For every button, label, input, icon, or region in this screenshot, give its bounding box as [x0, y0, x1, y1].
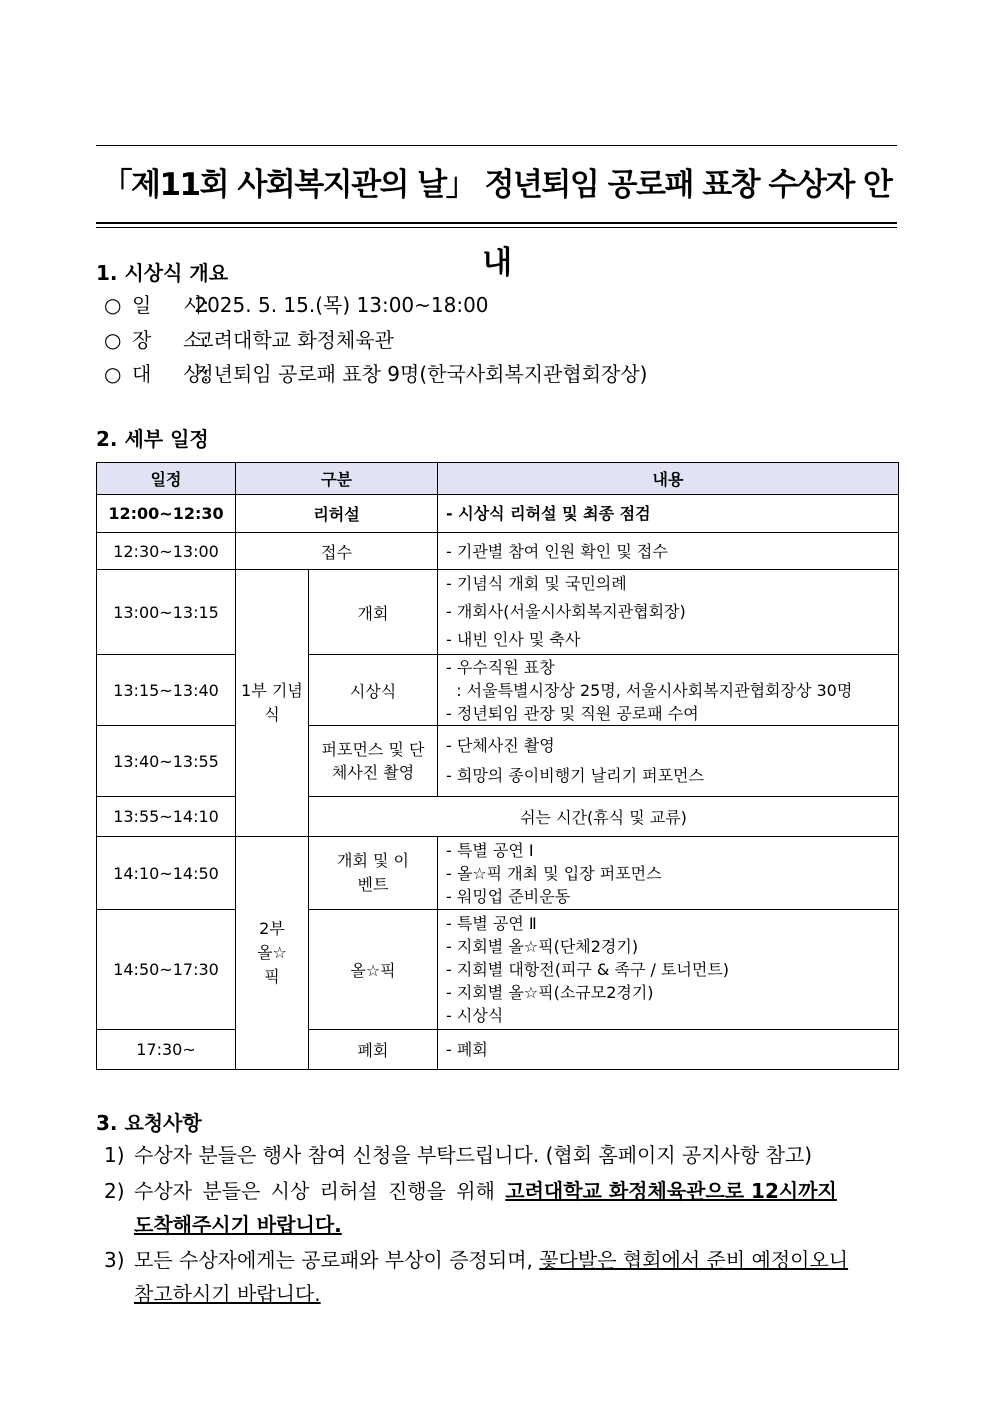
- table-row: [97, 570, 899, 655]
- part1-cell: 1부 기념식: [236, 570, 309, 837]
- category-cell: 리허설: [236, 495, 438, 533]
- table-row: [97, 910, 899, 1030]
- overview-value: 고려대학교 화정체육관: [194, 328, 394, 352]
- overview-label: 대 상:: [132, 362, 210, 386]
- overview-label: 장 소:: [132, 328, 210, 352]
- time-cell: 14:50~17:30: [97, 910, 236, 1030]
- content-cell: - 단체사진 촬영 - 희망의 종이비행기 날리기 퍼포먼스: [438, 726, 899, 797]
- overview-value: 정년퇴임 공로패 표창 9명(한국사회복지관협회장상): [194, 362, 648, 386]
- category-cell: 접수: [236, 533, 438, 570]
- time-cell: 12:30~13:00: [97, 533, 236, 570]
- break-cell: 쉬는 시간(휴식 및 교류): [309, 797, 899, 837]
- table-row: [97, 533, 899, 570]
- page-title: 「제11회 사회복지관의 날」 정년퇴임 공로패 표창 수상자 안내: [101, 167, 892, 281]
- subcategory-cell: 개회: [309, 570, 438, 655]
- overview-label: 일 시:: [132, 293, 210, 317]
- time-cell: 17:30~: [97, 1030, 236, 1070]
- time-cell: 13:15~13:40: [97, 655, 236, 726]
- table-row: [97, 797, 899, 837]
- time-cell: 13:00~13:15: [97, 570, 236, 655]
- overview-value: 2025. 5. 15.(목) 13:00~18:00: [194, 293, 489, 317]
- header-content: 내용: [438, 463, 899, 495]
- header-category: 구분: [236, 463, 438, 495]
- table-row: [97, 1030, 899, 1070]
- subcategory-cell: 폐회: [309, 1030, 438, 1070]
- subcategory-cell: 개회 및 이벤트: [309, 837, 438, 910]
- schedule-table: [96, 462, 899, 1070]
- time-cell: 12:00~12:30: [97, 495, 236, 533]
- bullet: ○: [104, 328, 122, 352]
- content-cell: - 우수직원 표창 : 서울특별시장상 25명, 서울시사회복지관협회장상 30명 - 정년퇴임 관장 및 직원 공로패 수여: [438, 655, 899, 726]
- content-cell: - 특별 공연 Ⅰ - 올☆픽 개최 및 입장 퍼포먼스 - 워밍업 준비운동: [438, 837, 899, 910]
- table-row: [97, 495, 899, 533]
- content-cell: - 기념식 개회 및 국민의례 - 개회사(서울시사회복지관협회장) - 내빈 인사 및 축사: [438, 570, 899, 655]
- content-cell: - 기관별 참여 인원 확인 및 접수: [438, 533, 899, 570]
- bullet: ○: [104, 293, 122, 317]
- request-item-3: 3) 모든 수상자에게는 공로패와 부상이 증정되며, 꽃다발은 협회에서 준비 예정이오니 참고하시기 바랍니다.: [104, 1248, 849, 1306]
- overview-target: [104, 359, 647, 389]
- overview-date: [104, 290, 489, 320]
- subcategory-cell: 시상식: [309, 655, 438, 726]
- subcategory-cell: 올☆픽: [309, 910, 438, 1030]
- time-cell: 14:10~14:50: [97, 837, 236, 910]
- table-row: [97, 726, 899, 797]
- content-cell: - 시상식 리허설 및 최종 점검: [438, 495, 899, 533]
- section1-heading: 1. 시상식 개요: [96, 261, 229, 285]
- table-row: [97, 655, 899, 726]
- request-item-2: 2) 수상자 분들은 시상 리허설 진행을 위해 고려대학교 화정체육관으로 12시까지 도착해주시기 바랍니다.: [104, 1179, 837, 1237]
- time-cell: 13:55~14:10: [97, 797, 236, 837]
- overview-place: [104, 325, 394, 355]
- part2-cell: 2부 올☆픽: [236, 837, 309, 1070]
- time-cell: 13:40~13:55: [97, 726, 236, 797]
- bullet: ○: [104, 362, 122, 386]
- table-row: [97, 837, 899, 910]
- request-item-1: 1) 수상자 분들은 행사 참여 신청을 부탁드립니다. (협회 홈페이지 공지사항 참고): [104, 1143, 813, 1167]
- content-cell: - 특별 공연 Ⅱ - 지회별 올☆픽(단체2경기) - 지회별 대항전(피구 & 족구 / 토너먼트) - 지회별 올☆픽(소규모2경기) - 시상식: [438, 910, 899, 1030]
- content-cell: - 폐회: [438, 1030, 899, 1070]
- section2-heading: 2. 세부 일정: [96, 427, 209, 451]
- header-schedule: 일정: [97, 463, 236, 495]
- subcategory-cell: 퍼포먼스 및 단체사진 촬영: [309, 726, 438, 797]
- section3-heading: 3. 요청사항: [96, 1111, 202, 1135]
